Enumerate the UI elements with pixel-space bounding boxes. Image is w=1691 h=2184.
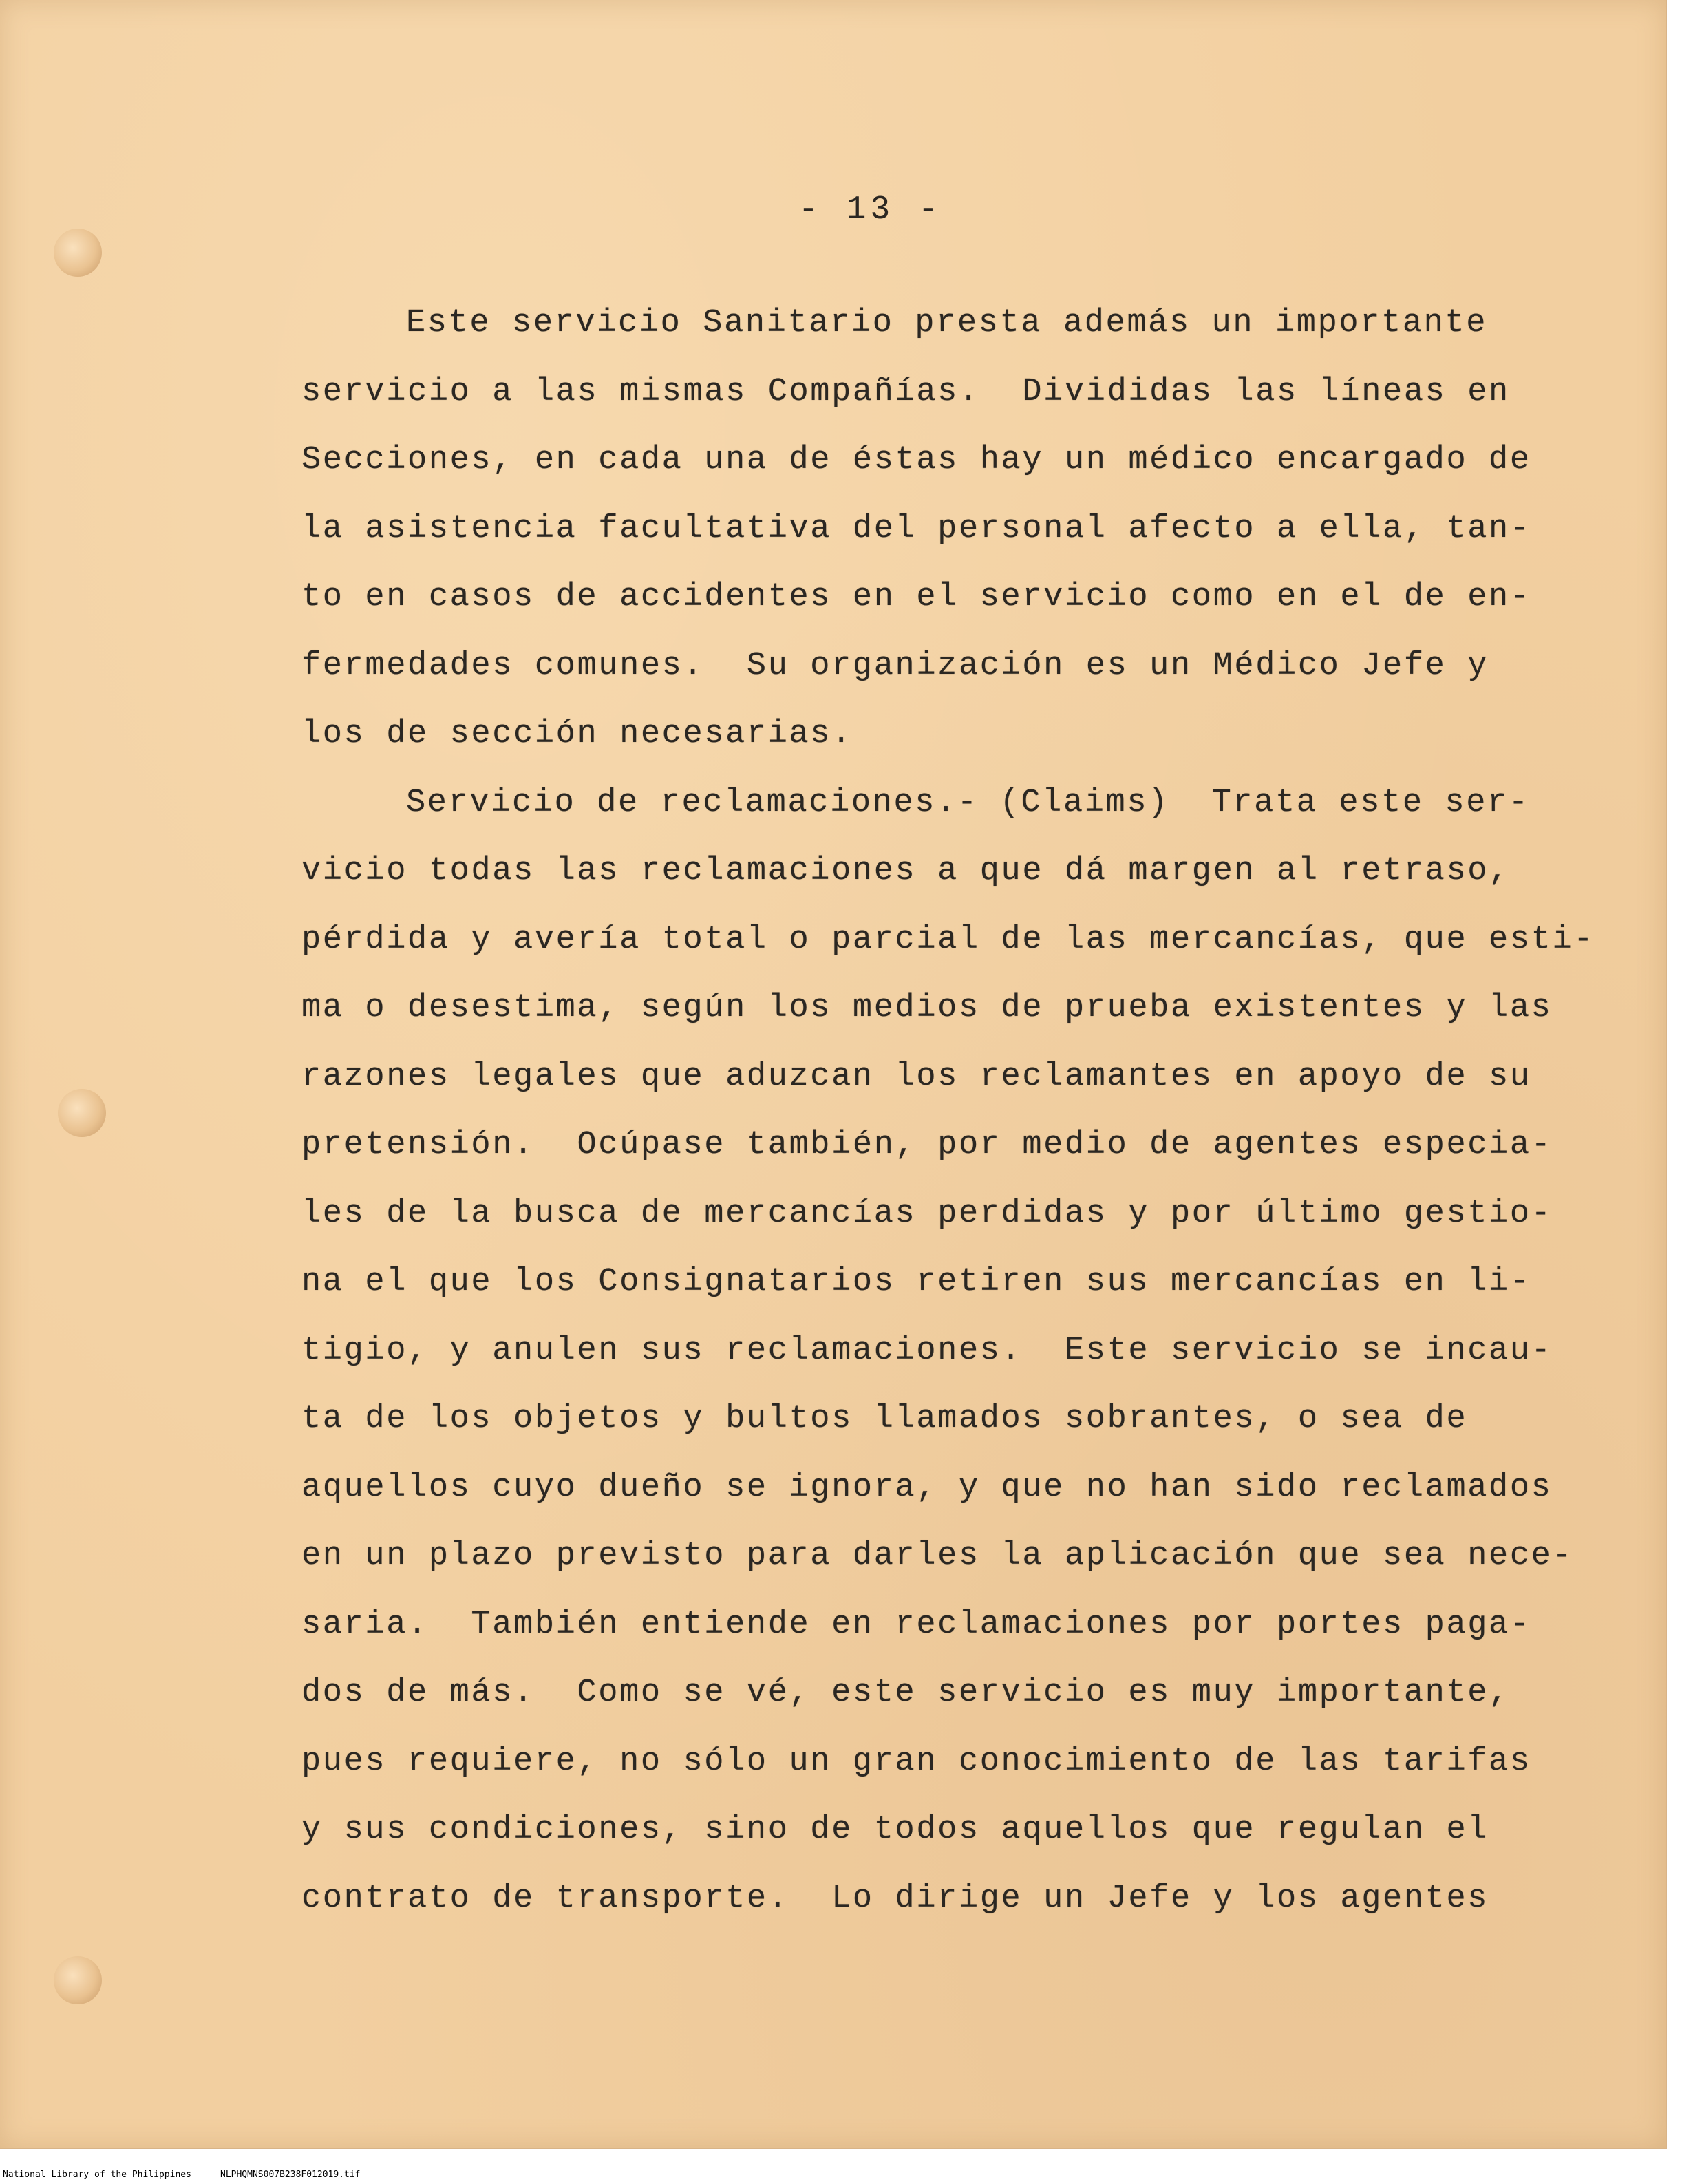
footer-institution: National Library of the Philippines: [3, 2170, 191, 2180]
text-line: los de sección necesarias.: [301, 716, 853, 752]
text-line: to en casos de accidentes en el servicio como en el de en-: [301, 579, 1531, 615]
text-line: tigio, y anulen sus reclamaciones. Este servicio se incau-: [301, 1332, 1553, 1369]
typed-body-text: [301, 289, 1595, 1933]
text-line: fermedades comunes. Su organización es un Médico Jefe y: [301, 647, 1489, 684]
text-line: en un plazo previsto para darles la aplicación que sea nece-: [301, 1538, 1574, 1574]
text-line: ta de los objetos y bultos llamados sobrantes, o sea de: [301, 1401, 1468, 1437]
text-line: pérdida y avería total o parcial de las mercancías, que esti-: [301, 921, 1595, 958]
text-line: servicio a las mismas Compañías. Divididas las líneas en: [301, 373, 1510, 410]
text-line: vicio todas las reclamaciones a que dá margen al retraso,: [301, 853, 1510, 889]
text-line: pues requiere, no sólo un gran conocimiento de las tarifas: [301, 1743, 1531, 1780]
text-line: saria. También entiende en reclamaciones por portes paga-: [301, 1606, 1531, 1643]
punch-hole-middle: [58, 1089, 106, 1137]
text-line: na el que los Consignatarios retiren sus mercancías en li-: [301, 1264, 1531, 1300]
text-line: y sus condiciones, sino de todos aquellos que regulan el: [301, 1812, 1489, 1848]
text-line: pretensión. Ocúpase también, por medio de agentes especia-: [301, 1127, 1553, 1163]
text-line: Servicio de reclamaciones.- (Claims) Trata este ser-: [406, 784, 1530, 821]
text-line: dos de más. Como se vé, este servicio es muy importante,: [301, 1675, 1510, 1711]
text-line: ma o desestima, según los medios de prueba existentes y las: [301, 990, 1553, 1026]
text-line: razones legales que aduzcan los reclamantes en apoyo de su: [301, 1058, 1531, 1095]
text-line: Secciones, en cada una de éstas hay un médico encargado de: [301, 442, 1531, 478]
page-number: - 13 -: [798, 191, 942, 229]
text-line: Este servicio Sanitario presta además un importante: [406, 305, 1488, 341]
text-line: les de la busca de mercancías perdidas y por último gestio-: [301, 1195, 1553, 1232]
text-line: la asistencia facultativa del personal afecto a ella, tan-: [301, 510, 1531, 547]
text-line: aquellos cuyo dueño se ignora, y que no han sido reclamados: [301, 1469, 1553, 1506]
punch-hole-bottom: [54, 1956, 102, 2004]
footer-file-id: NLPHQMNS007B238F012019.tif: [220, 2170, 361, 2180]
punch-hole-top: [54, 229, 102, 277]
text-line: contrato de transporte. Lo dirige un Jefe y los agentes: [301, 1880, 1489, 1917]
